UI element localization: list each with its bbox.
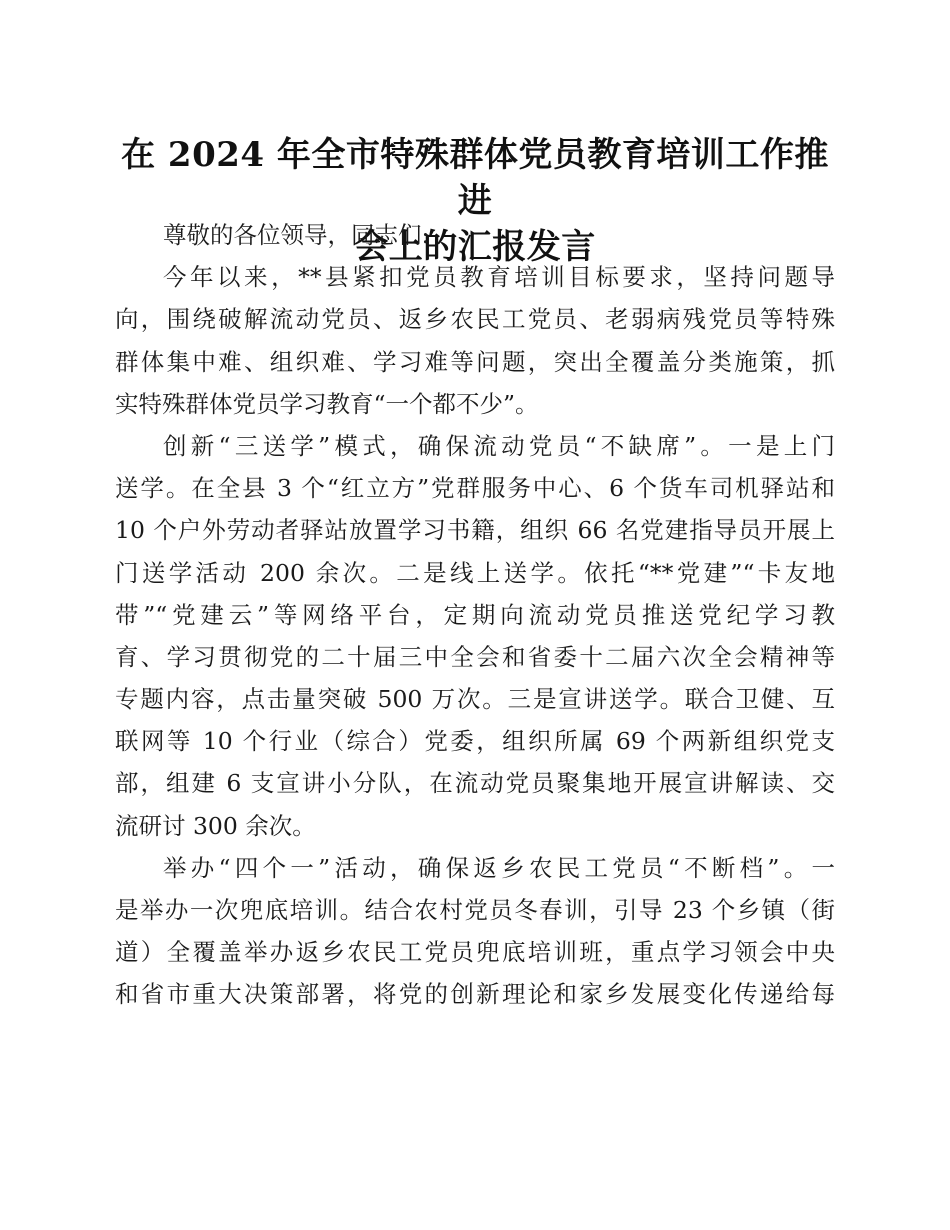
title-line-2: 会上的汇报发言: [354, 227, 596, 267]
paragraph-line: 是举办一次兜底培训。结合农村党员冬春训，引导 23 个乡镇（街: [115, 896, 835, 924]
salutation: 尊敬的各位领导，同志们:: [163, 221, 430, 249]
paragraph-line: 流研讨 300 余次。: [115, 811, 316, 840]
paragraph-line: 创新“三送学”模式，确保流动党员“不缺席”。一是上门: [163, 431, 835, 460]
paragraph-line: 联网等 10 个行业（综合）党委，组织所属 69 个两新组织党支: [115, 727, 835, 756]
paragraph-line: 专题内容，点击量突破 500 万次。三是宣讲送学。联合卫健、互: [115, 685, 835, 714]
paragraph-line: 群体集中难、组织难、学习难等问题，突出全覆盖分类施策，抓: [115, 347, 835, 376]
paragraph-line: 育、学习贯彻党的二十届三中全会和省委十二届六次全会精神等: [115, 642, 835, 671]
paragraph-line: 部，组建 6 支宣讲小分队，在流动党员聚集地开展宣讲解读、交: [115, 769, 835, 798]
paragraph-line: 举办“四个一”活动，确保返乡农民工党员“不断档”。一: [163, 853, 835, 882]
paragraph-line: 道）全覆盖举办返乡农民工党员兜底培训班，重点学习领会中央: [115, 938, 835, 967]
paragraph-line: 实特殊群体党员学习教育“一个都不少”。: [115, 389, 539, 418]
title-line-1: 在 2024 年全市特殊群体党员教育培训工作推进: [121, 135, 829, 221]
paragraph-line: 门送学活动 200 余次。二是线上送学。依托“**党建”“卡友地: [115, 558, 835, 587]
paragraph-line: 和省市重大决策部署，将党的创新理论和家乡发展变化传递给每: [115, 980, 835, 1009]
paragraph-line: 10 个户外劳动者驿站放置学习书籍，组织 66 名党建指导员开展上: [115, 516, 835, 545]
paragraph-line: 送学。在全县 3 个“红立方”党群服务中心、6 个货车司机驿站和: [115, 474, 835, 503]
paragraph-line: 向，围绕破解流动党员、返乡农民工党员、老弱病残党员等特殊: [115, 305, 835, 334]
document-body: [115, 214, 835, 1016]
paragraph-line: 带”“党建云”等网络平台，定期向流动党员推送党纪学习教: [115, 600, 835, 629]
paragraph-line: 今年以来，**县紧扣党员教育培训目标要求，坚持问题导: [163, 263, 835, 292]
